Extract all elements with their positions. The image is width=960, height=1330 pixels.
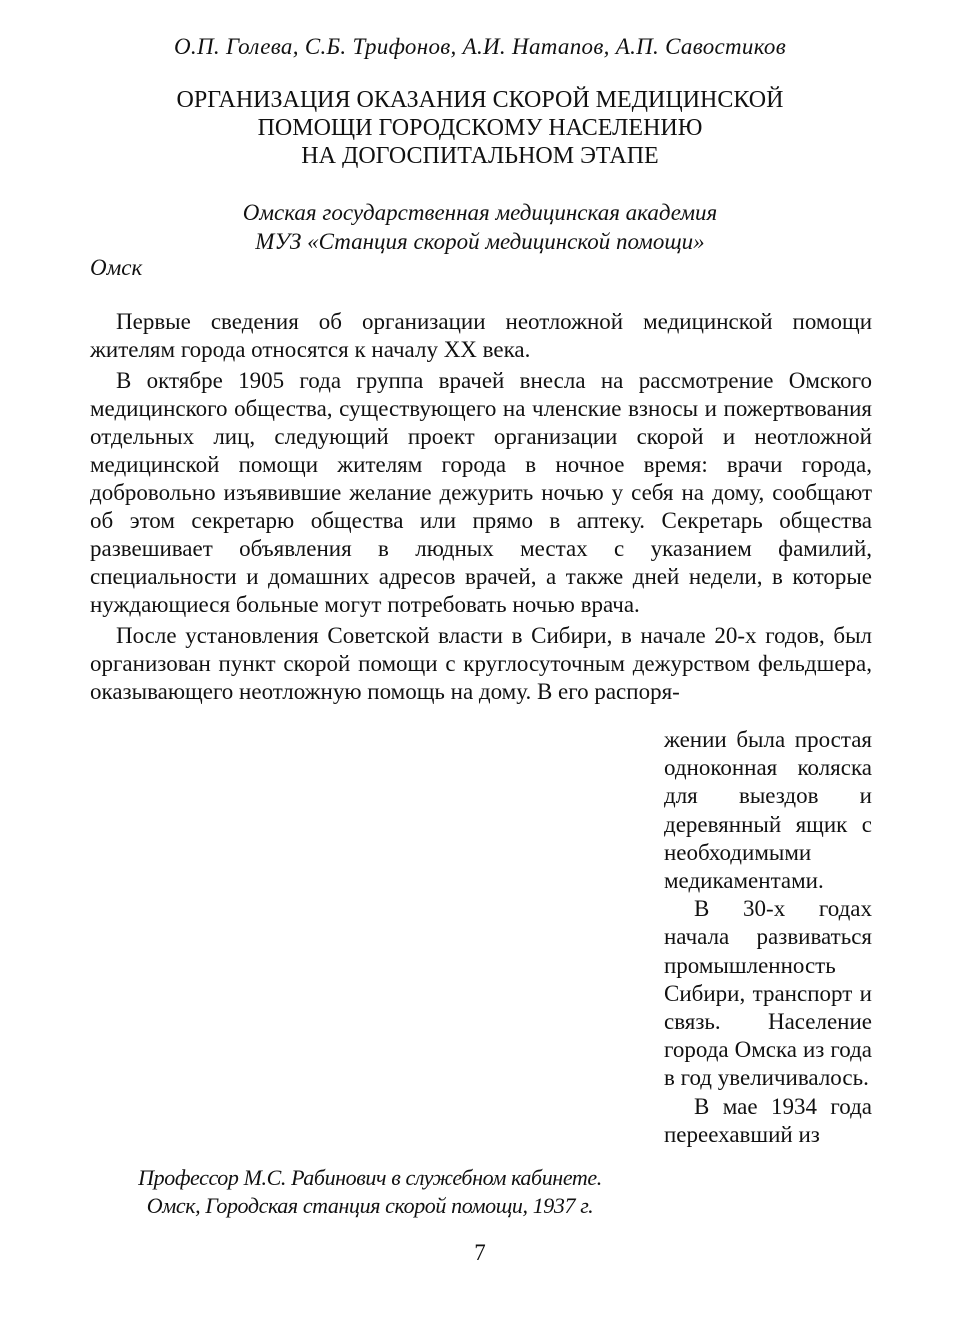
caption-line-2: Омск, Городская станция скорой помощи, 1937 г. <box>146 1193 594 1218</box>
caption-line-1: Профессор М.С. Рабинович в служебном кабинете. <box>138 1165 602 1190</box>
paragraph-2: В октябре 1905 года группа врачей внесла на рассмотрение Омского медицинского общества, существующего на членские взносы и пожертвования отдельных лиц, следующий проект организации скорой и неотложной медицинской помощи жителям города в ночное время: врачи города, добровольно изъявившие желание дежурить ночью у себя на дому, сообщают об этом секретарю общества или прямо в аптеку. Секретарь общества развешивает объявления в людных местах с указанием фамилий, специальности и домашних адресов врачей, а также дней недели, в которые нуждающиеся больные могут потребовать ночью врача. <box>90 368 872 617</box>
paragraph-4: В 30-х годах начала развиваться промышленность Сибири, транспорт и связь. Население города Омска из года в год увеличивалось. <box>664 896 872 1091</box>
paragraph-3: После установления Советской власти в Сибири, в начале 20-х годов, был организован пункт скорой помощи с круглосуточным дежурством фельдшера, оказывающего неотложную помощь на дому. В его распоря- <box>90 623 872 704</box>
paragraph-5: В мае 1934 года переехавший из <box>664 1093 872 1147</box>
side-column-text <box>664 726 872 1149</box>
article-title <box>0 86 960 170</box>
title-line-2: ПОМОЩИ ГОРОДСКОМУ НАСЕЛЕНИЮ <box>257 115 703 141</box>
affiliation-city: Омск <box>90 255 143 280</box>
paragraph-1: Первые сведения об организации неотложной медицинской помощи жителям города относятся к началу ХХ века. <box>90 309 872 362</box>
title-line-3: НА ДОГОСПИТАЛЬНОМ ЭТАПЕ <box>301 143 659 169</box>
title-line-1: ОРГАНИЗАЦИЯ ОКАЗАНИЯ СКОРОЙ МЕДИЦИНСКОЙ <box>176 87 784 113</box>
affiliation <box>0 198 960 256</box>
affiliation-line-2: МУЗ «Станция скорой медицинской помощи» <box>255 229 705 254</box>
article-body <box>90 308 872 709</box>
paragraph-3-continuation: жении была простая одноконная коляска для выездов и деревянный ящик с необходимыми медикаментами. <box>664 727 872 894</box>
photo-caption <box>90 1164 650 1220</box>
page-number: 7 <box>474 1240 486 1265</box>
affiliation-line-1: Омская государственная медицинская академия <box>242 200 718 225</box>
authors-line: О.П. Голева, С.Б. Трифонов, А.И. Натапов, А.П. Савостиков <box>174 34 786 59</box>
historical-photo <box>96 728 642 1158</box>
